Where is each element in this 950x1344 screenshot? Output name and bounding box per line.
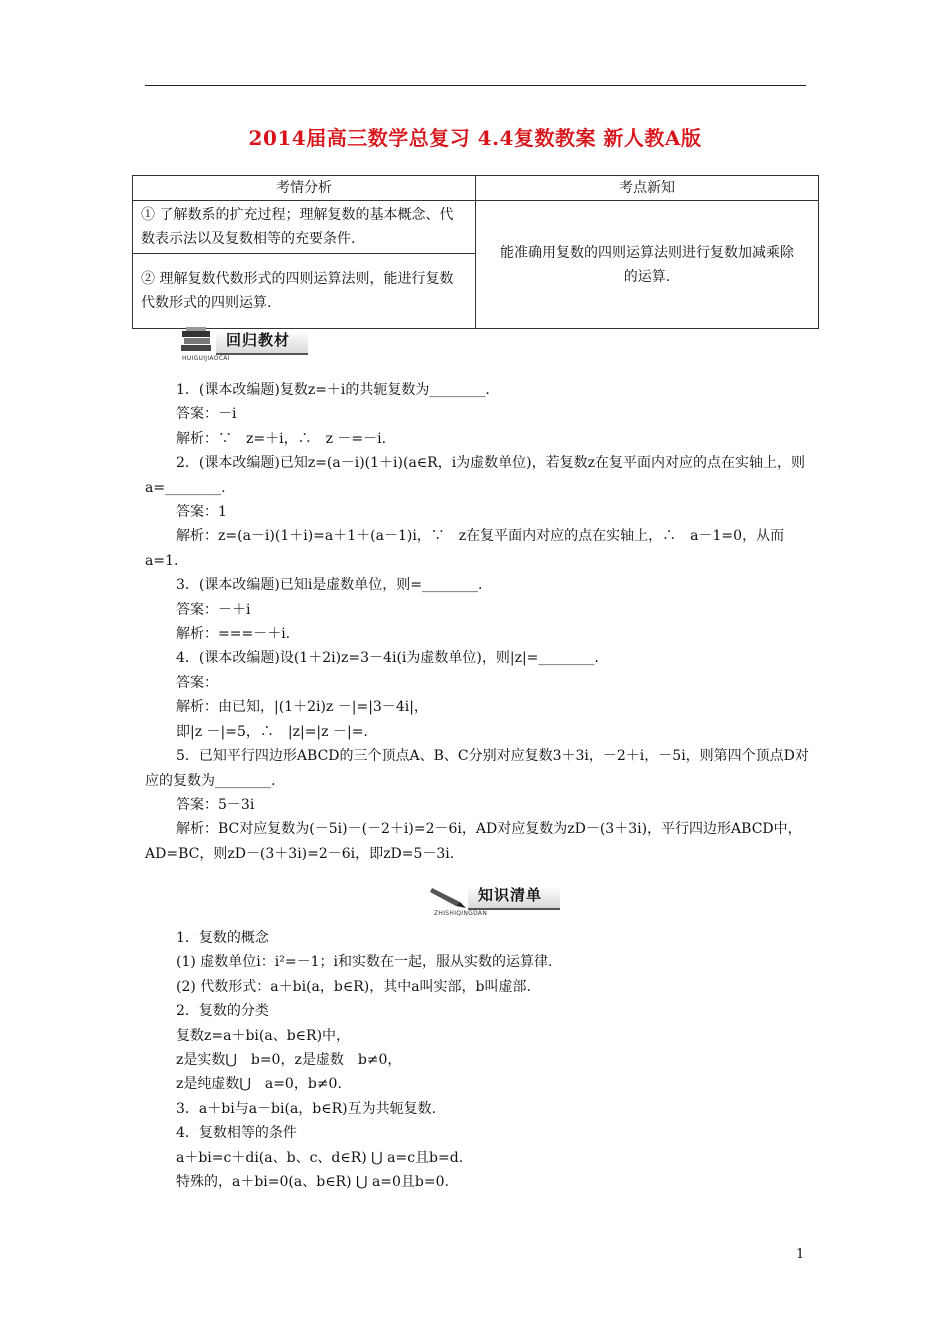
exam-analysis-table xyxy=(132,175,819,329)
badge-pinyin: HUIGUIJIAOCAI xyxy=(182,355,230,362)
para: 复数z=a＋bi(a、b∈R)中， xyxy=(176,1027,351,1044)
page-number: 1 xyxy=(796,1247,805,1262)
table-header-left: 考情分析 xyxy=(133,176,476,201)
table-header-right: 考点新知 xyxy=(476,176,819,201)
para: 即|z －|=5，∴ |z|=|z －|=. xyxy=(176,723,368,740)
para: 答案： xyxy=(176,674,218,691)
badge-title: 回归教材 xyxy=(226,331,291,349)
para: 5．已知平行四边形ABCD的三个顶点A、B、C分别对应复数3＋3i，－2＋i，－5i，则第四个顶点D对应的复数为________. xyxy=(145,748,809,789)
para: 1．(课本改编题)复数z=＋i的共轭复数为________. xyxy=(176,382,490,398)
para: 答案：5－3i xyxy=(176,796,255,813)
para: 答案：－＋i xyxy=(176,601,251,618)
para: z是纯虚数⋃ a=0，b≠0. xyxy=(176,1076,342,1093)
section-knowledge xyxy=(145,926,810,1194)
para: (1) 虚数单位i：i²=－1；i和实数在一起，服从实数的运算律. xyxy=(176,954,553,971)
para: 特殊的，a＋bi=0(a、b∈R) ⋃ a=0且b=0. xyxy=(176,1174,449,1191)
table-cell-left-2: ② 理解复数代数形式的四则运算法则，能进行复数代数形式的四则运算. xyxy=(133,254,476,329)
para: 解析：z=(a－i)(1＋i)=a＋1＋(a－1)i，∵ z在复平面内对应的点在实轴上，∴ a－1=0，从而a=1. xyxy=(145,528,785,569)
table-cell-left-1: ① 了解数系的扩充过程；理解复数的基本概念、代数表示法以及复数相等的充要条件. xyxy=(133,201,476,254)
badge-pinyin: ZHISHIQINGDAN xyxy=(434,910,488,917)
para: 3．(课本改编题)已知i是虚数单位，则=________. xyxy=(176,577,483,594)
para: (2) 代数形式：a＋bi(a，b∈R)，其中a叫实部，b叫虚部. xyxy=(176,978,531,995)
pen-icon xyxy=(430,880,470,912)
header-rule xyxy=(145,85,806,86)
para: 4．复数相等的条件 xyxy=(176,1125,297,1142)
para: 2．(课本改编题)已知z=(a－i)(1＋i)(a∈R，i为虚数单位)，若复数z在复平面内对应的点在实轴上，则a=________. xyxy=(145,455,806,496)
para: 解析：===－＋i. xyxy=(176,626,291,643)
para: z是实数⋃ b=0，z是虚数 b≠0， xyxy=(176,1052,402,1069)
para: a＋bi=c＋di(a、b、c、d∈R) ⋃ a=c且b=d. xyxy=(176,1149,464,1166)
books-icon xyxy=(178,325,218,357)
section-badge-zhishi xyxy=(430,880,570,916)
para: 答案：1 xyxy=(176,504,227,521)
para: 1．复数的概念 xyxy=(176,930,269,946)
table-cell-right: 能准确用复数的四则运算法则进行复数加减乘除的运算. xyxy=(476,201,819,329)
badge-title: 知识清单 xyxy=(478,886,543,904)
section-review xyxy=(145,378,810,866)
para: 解析：BC对应复数为(－5i)－(－2＋i)=2－6i，AD对应复数为zD－(3＋3i)，平行四边形ABCD中，AD=BC，则zD－(3＋3i)=2－6i，即zD=5－3i. xyxy=(145,821,802,862)
para: 4．(课本改编题)设(1＋2i)z=3－4i(i为虚数单位)，则|z|=________. xyxy=(176,650,599,667)
para: 解析：∵ z=＋i，∴ z －=－i. xyxy=(176,430,387,447)
section-badge-huigui xyxy=(178,325,318,361)
para: 解析：由已知，|(1＋2i)z －|=|3－4i|， xyxy=(176,699,428,716)
para: 3．a＋bi与a－bi(a，b∈R)互为共轭复数. xyxy=(176,1100,437,1117)
document-title: 2014届高三数学总复习 4.4复数教案 新人教A版 xyxy=(248,126,702,150)
para: 2．复数的分类 xyxy=(176,1003,269,1020)
para: 答案：－i xyxy=(176,406,237,423)
